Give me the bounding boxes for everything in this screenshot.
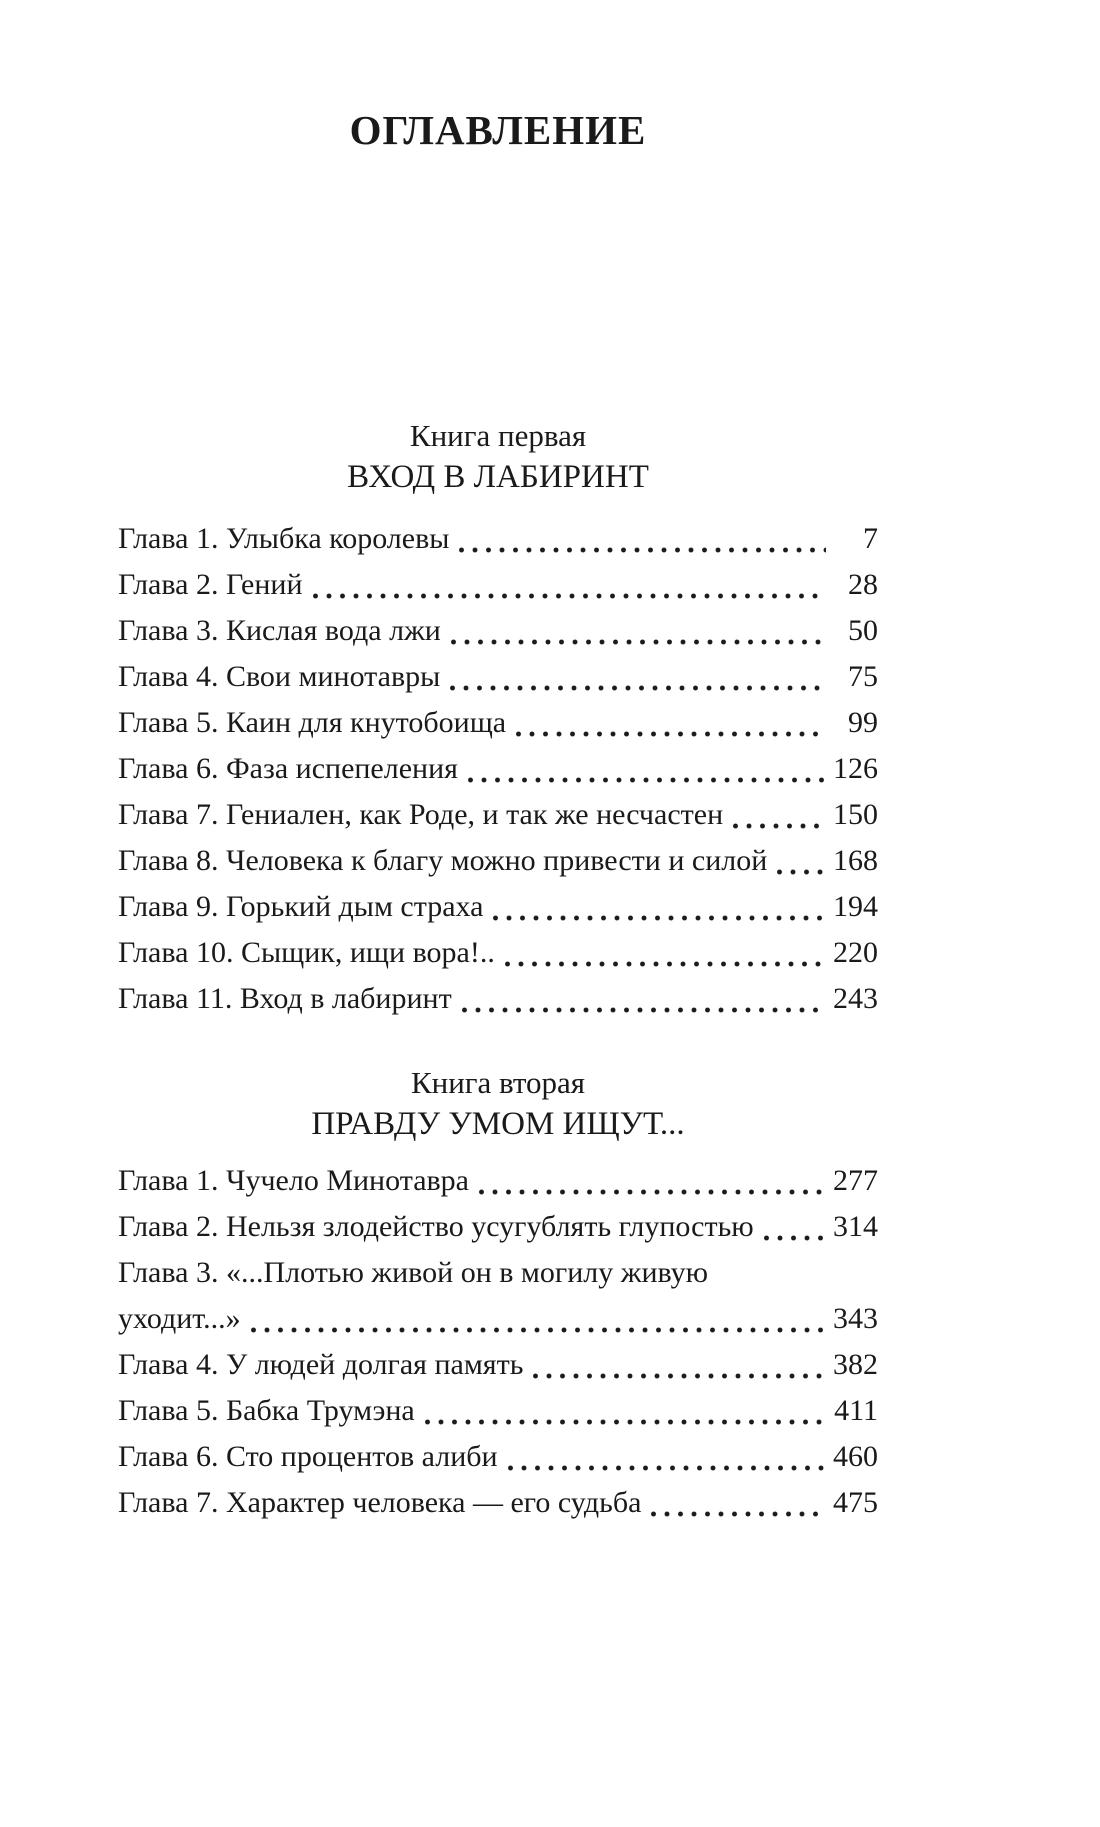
toc-entry-label: Глава 7. Гениален, как Роде, и так же несчастен (118, 798, 724, 832)
toc-entry (118, 1342, 878, 1388)
toc-entry (118, 1388, 878, 1434)
dot-leader (733, 823, 826, 829)
toc-entry-page: 220 (833, 936, 878, 970)
book-two-title: ПРАВДУ УМОМ ИЩУТ... (311, 1105, 685, 1142)
toc-entry-label: Глава 1. Улыбка королевы (118, 522, 450, 556)
dot-leader (479, 1189, 826, 1195)
toc-entry-label: Глава 2. Гений (118, 568, 303, 602)
toc-entry-page: 7 (863, 522, 878, 556)
toc-entry-page: 475 (833, 1486, 878, 1520)
toc-entry-page: 50 (848, 614, 878, 648)
dot-leader (505, 961, 826, 967)
toc-entry-page: 314 (833, 1210, 878, 1244)
dot-leader (764, 1235, 826, 1241)
toc-entry-page: 99 (848, 706, 878, 740)
dot-leader (313, 593, 827, 599)
book-one-label: Книга первая (409, 418, 587, 454)
dot-leader (777, 869, 826, 875)
toc-entry-label: Глава 9. Горький дым страха (118, 890, 484, 924)
dot-leader (450, 685, 826, 691)
book-two-section (118, 1064, 878, 1526)
dot-leader (251, 1327, 826, 1333)
toc-entry-page: 277 (833, 1164, 878, 1198)
toc-entry-page: 243 (833, 982, 878, 1016)
toc-entry (118, 976, 878, 1022)
toc-entry (118, 608, 878, 654)
toc-entry-page: 150 (833, 798, 878, 832)
toc-entry-label: Глава 4. Свои минотавры (118, 660, 441, 694)
toc-entry-page: 194 (833, 890, 878, 924)
toc-entry-page: 28 (848, 568, 878, 602)
book-one-entries (118, 516, 878, 1022)
dot-leader (468, 777, 826, 783)
toc-entry-label: уходит...» (118, 1302, 241, 1336)
toc-entry (118, 1434, 878, 1480)
toc-entry (118, 746, 878, 792)
book-two-entries (118, 1158, 878, 1526)
toc-entry-label: Глава 5. Бабка Трумэна (118, 1394, 415, 1428)
dot-leader (516, 731, 826, 737)
toc-entry (118, 792, 878, 838)
toc-entry (118, 1480, 878, 1526)
dot-leader (651, 1511, 826, 1517)
toc-page (118, 106, 878, 1526)
toc-entry-page: 126 (833, 752, 878, 786)
toc-entry-page: 75 (848, 660, 878, 694)
dot-leader (459, 547, 826, 553)
toc-entry-label: Глава 6. Фаза испепеления (118, 752, 458, 786)
dot-leader (493, 915, 826, 921)
book-one-section (118, 417, 878, 1022)
toc-entry-label: Глава 6. Сто процентов алиби (118, 1440, 498, 1474)
toc-entry (118, 700, 878, 746)
toc-entry (118, 930, 878, 976)
toc-entry-label: Глава 3. Кислая вода лжи (118, 614, 441, 648)
toc-entry-page: 382 (833, 1348, 878, 1382)
toc-entry-label: Глава 5. Каин для кнутобоища (118, 706, 507, 740)
toc-entry-label: Глава 7. Характер человека — его судьба (118, 1486, 642, 1520)
page-title: ОГЛАВЛЕНИЕ (349, 107, 647, 153)
toc-entry-page: 411 (834, 1394, 878, 1428)
toc-entry-page: 460 (833, 1440, 878, 1474)
toc-entry-continuation (118, 1296, 878, 1342)
toc-entry-page: 168 (833, 844, 878, 878)
toc-entry (118, 1250, 878, 1296)
toc-entry-label: Глава 3. «...Плотью живой он в могилу живую (118, 1256, 709, 1290)
dot-leader (462, 1007, 826, 1013)
toc-entry (118, 884, 878, 930)
dot-leader (425, 1419, 826, 1425)
toc-entry-label: Глава 2. Нельзя злодейство усугублять глупостью (118, 1210, 754, 1244)
toc-entry (118, 516, 878, 562)
dot-leader (508, 1465, 826, 1471)
dot-leader (451, 639, 826, 645)
toc-entry-page: 343 (833, 1302, 878, 1336)
toc-entry-label: Глава 4. У людей долгая память (118, 1348, 524, 1382)
book-two-label: Книга вторая (410, 1065, 586, 1101)
toc-entry (118, 1204, 878, 1250)
toc-entry (118, 562, 878, 608)
toc-entry-label: Глава 8. Человека к благу можно привести и силой (118, 844, 768, 878)
toc-entry-label: Глава 11. Вход в лабиринт (118, 982, 452, 1016)
toc-entry (118, 1158, 878, 1204)
toc-entry (118, 654, 878, 700)
toc-entry-label: Глава 1. Чучело Минотавра (118, 1164, 469, 1198)
toc-entry-label: Глава 10. Сыщик, ищи вора!.. (118, 936, 495, 970)
book-one-title: ВХОД В ЛАБИРИНТ (347, 458, 649, 495)
dot-leader (533, 1373, 826, 1379)
toc-entry (118, 838, 878, 884)
